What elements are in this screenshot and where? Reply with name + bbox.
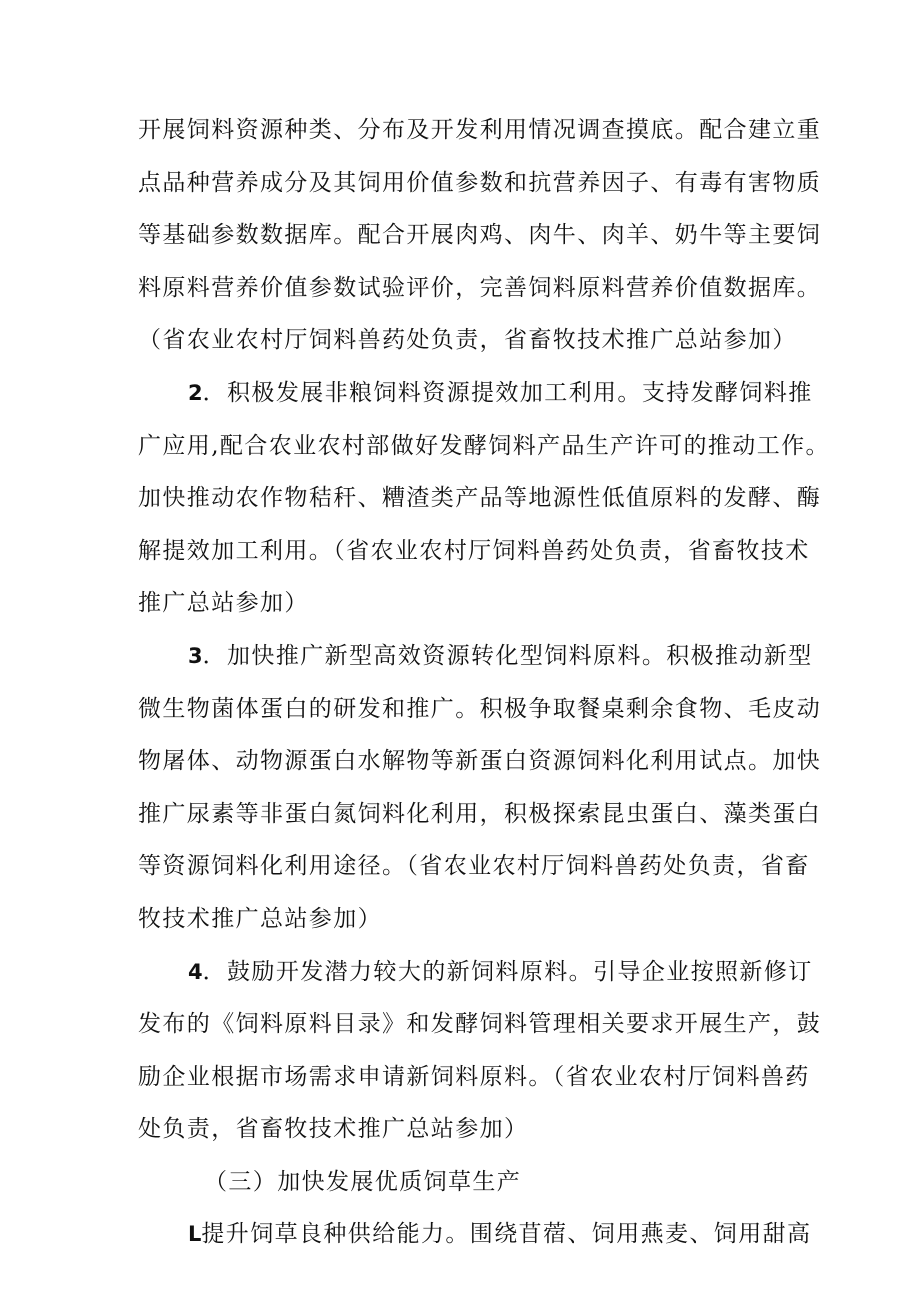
text-line: 开展饲料资源种类、分布及开发利用情况调查摸底。配合建立重 xyxy=(138,117,822,143)
item-number: 4 xyxy=(188,959,203,984)
item-heading-3 xyxy=(138,630,813,683)
text-line: 推广尿素等非蛋白氮饲料化利用，积极探索昆虫蛋白、藻类蛋白 xyxy=(138,800,822,827)
item-number: 3 xyxy=(188,643,203,668)
section-heading: （三）加快发展优质饲草生产 xyxy=(204,1168,522,1195)
item-separator: ． xyxy=(202,642,228,669)
text-line: （省农业农村厅饲料兽药处负责，省畜牧技术推广总站参加） xyxy=(138,327,797,354)
text-line: 广应用,配合农业农村部做好发酵饲料产品生产许可的推动工作。 xyxy=(138,432,830,459)
text-line: 解提效加工利用。（省农业农村厅饲料兽药处负责，省畜牧技术 xyxy=(138,537,810,564)
text-line: 加快推动农作物秸秆、糟渣类产品等地源性低值原料的发酵、酶 xyxy=(138,485,822,512)
item-heading-1 xyxy=(138,1208,812,1261)
item-text: 提升饲草良种供给能力。围绕苜蓿、饲用燕麦、饲用甜高 xyxy=(201,1221,812,1248)
item-number: 2 xyxy=(188,380,203,405)
item-heading-4 xyxy=(138,946,813,999)
body-text xyxy=(138,104,830,1261)
text-line: 微生物菌体蛋白的研发和推广。积极争取餐桌剩余食物、毛皮动 xyxy=(138,695,822,722)
item-heading-2 xyxy=(138,367,813,420)
text-line: 物屠体、动物源蛋白水解物等新蛋白资源饲料化利用试点。加快 xyxy=(138,748,822,775)
item-text: 鼓励开发潜力较大的新饲料原料。引导企业按照新修订 xyxy=(227,958,813,985)
item-separator: ． xyxy=(202,958,228,985)
text-line: 等基础参数数据库。配合开展肉鸡、肉牛、肉羊、奶牛等主要饲 xyxy=(138,222,822,249)
item-separator: ． xyxy=(202,379,228,406)
text-line: 牧技术推广总站参加） xyxy=(138,905,382,932)
text-line: 发布的《饲料原料目录》和发酵饲料管理相关要求开展生产，鼓 xyxy=(138,1011,822,1038)
text-line: 料原料营养价值参数试验评价，完善饲料原料营养价值数据库。 xyxy=(138,274,822,301)
item-text: 积极发展非粮饲料资源提效加工利用。支持发酵饲料推 xyxy=(227,379,813,406)
text-line: 推广总站参加） xyxy=(138,590,309,617)
text-line: 点品种营养成分及其饲用价值参数和抗营养因子、有毒有害物质 xyxy=(138,169,822,196)
item-number: L xyxy=(188,1222,202,1247)
item-text: 加快推广新型高效资源转化型饲料原料。积极推动新型 xyxy=(227,642,813,669)
text-line: 等资源饲料化利用途径。（省农业农村厅饲料兽药处负责，省畜 xyxy=(138,853,810,880)
text-line: 励企业根据市场需求申请新饲料原料。（省农业农村厅饲料兽药 xyxy=(138,1063,810,1090)
text-line: 处负责，省畜牧技术推广总站参加） xyxy=(138,1116,529,1143)
